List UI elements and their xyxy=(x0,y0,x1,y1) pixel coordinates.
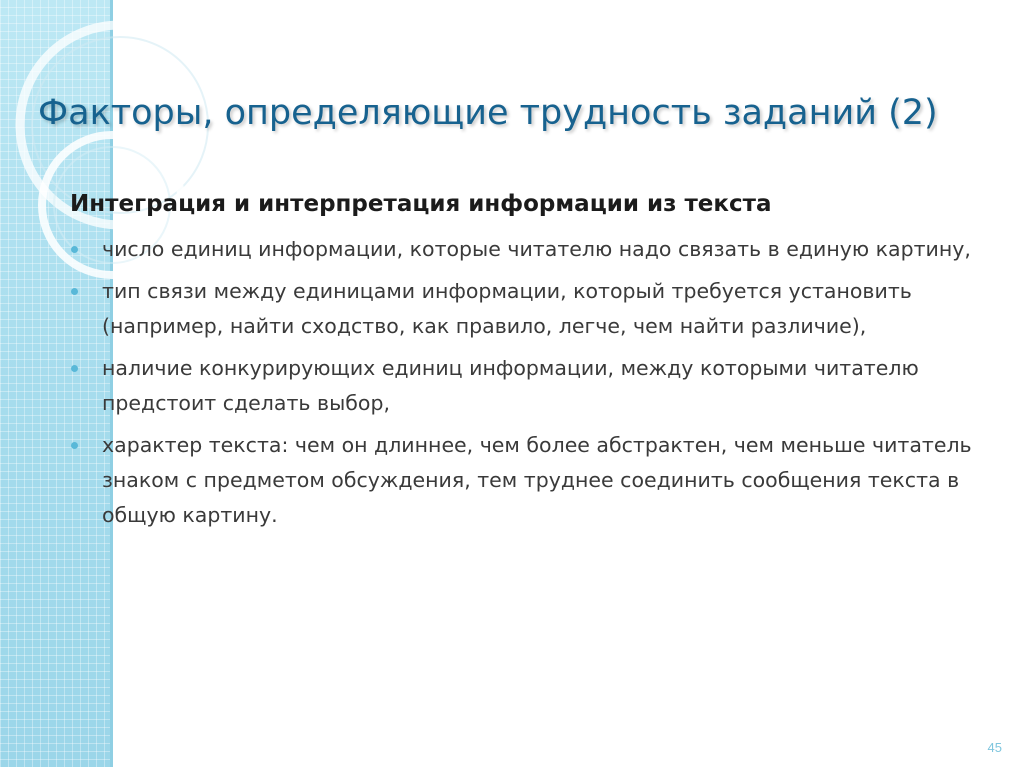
bullet-item xyxy=(70,232,990,267)
bullet-list xyxy=(70,232,990,540)
bullet-item xyxy=(70,428,990,533)
slide-title: Факторы, определяющие трудность заданий (2) xyxy=(38,93,938,133)
slide-subheading: Интеграция и интерпретация информации из текста xyxy=(70,191,772,217)
bullet-item xyxy=(70,351,990,421)
bullet-text: число единиц информации, которые читателю надо связать в единую картину, xyxy=(102,237,971,261)
bullet-dot-icon xyxy=(71,288,78,295)
bullet-text: характер текста: чем он длиннее, чем более абстрактен, чем меньше читатель знаком с предметом обсуждения, тем труднее соединить сообщения текста в общую картину. xyxy=(102,433,972,527)
page-number: 45 xyxy=(987,740,1002,755)
bullet-text: тип связи между единицами информации, который требуется установить (например, найти сходство, как правило, легче, чем найти различие), xyxy=(102,279,912,338)
bullet-dot-icon xyxy=(71,442,78,449)
bullet-item xyxy=(70,274,990,344)
bullet-text: наличие конкурирующих единиц информации, между которыми читателю предстоит сделать выбор, xyxy=(102,356,919,415)
bullet-dot-icon xyxy=(71,246,78,253)
bullet-dot-icon xyxy=(71,365,78,372)
